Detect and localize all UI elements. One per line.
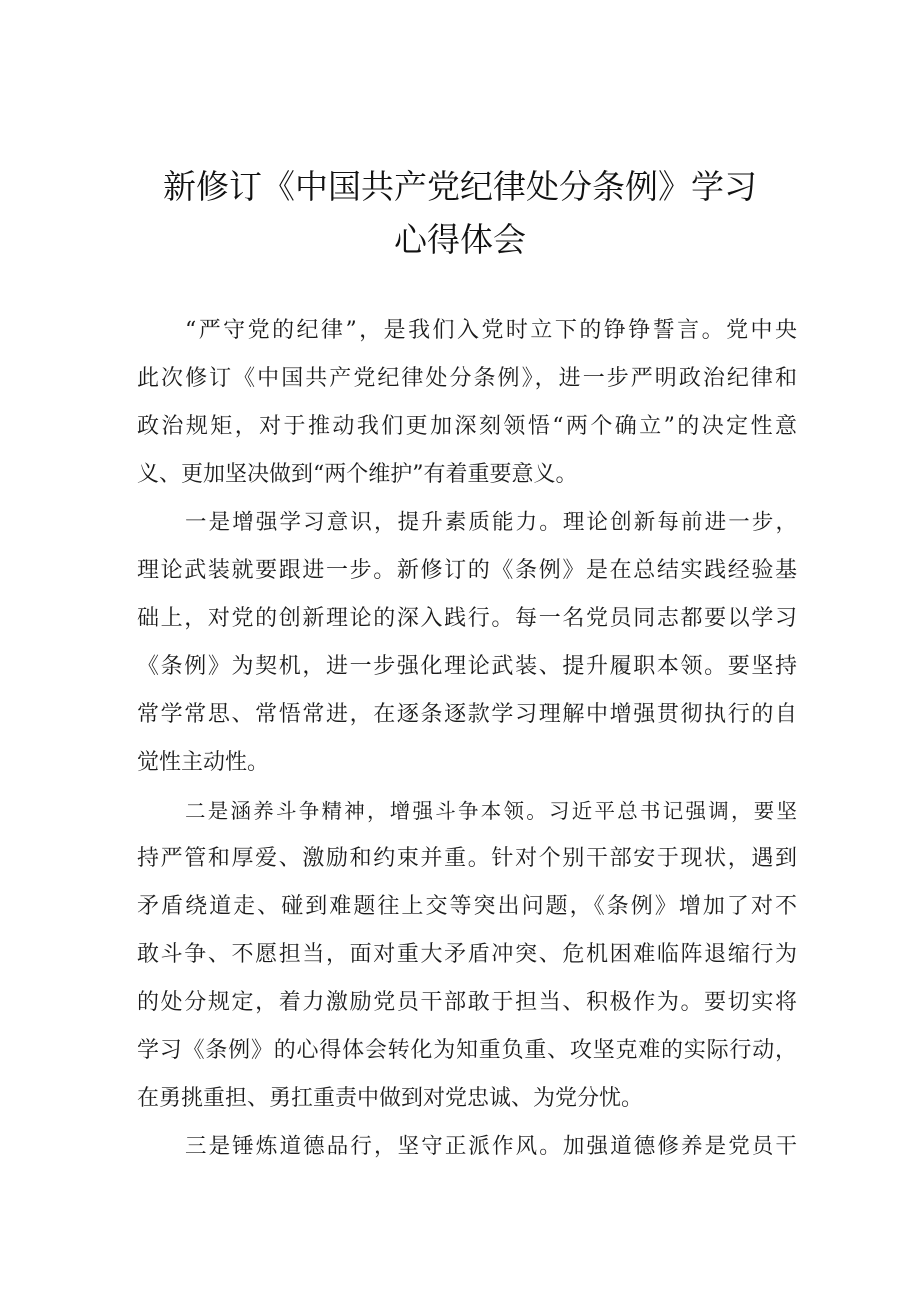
document-title-line-2: 心得体会 xyxy=(394,220,526,259)
paragraph-line: 理论武装就要跟进一步。新修订的《条例》是在总结实践经验基 xyxy=(137,558,797,583)
paragraph-line: “严守党的纪律”，是我们入党时立下的铮铮誓言。党中央 xyxy=(185,318,797,343)
paragraph-line: 矛盾绕道走、碰到难题往上交等突出问题，《条例》增加了对不 xyxy=(137,894,797,919)
paragraph-line: 《条例》为契机，进一步强化理论武装、提升履职本领。要坚持 xyxy=(137,654,797,679)
paragraph-line: 持严管和厚爱、激励和约束并重。针对个别干部安于现状，遇到 xyxy=(137,846,797,871)
paragraph-line: 觉性主动性。 xyxy=(137,750,270,775)
paragraph-line: 此次修订《中国共产党纪律处分条例》，进一步严明政治纪律和 xyxy=(137,366,797,391)
document-title-line-1: 新修订《中国共产党纪律处分条例》学习 xyxy=(163,167,757,206)
paragraph-line: 义、更加坚决做到“两个维护”有着重要意义。 xyxy=(137,462,578,487)
paragraph-line: 的处分规定，着力激励党员干部敢于担当、积极作为。要切实将 xyxy=(137,990,797,1015)
paragraph-line: 政治规矩，对于推动我们更加深刻领悟“两个确立”的决定性意 xyxy=(137,414,797,439)
paragraph-line: 一是增强学习意识，提升素质能力。理论创新每前进一步， xyxy=(185,510,797,535)
paragraph-line: 学习《条例》的心得体会转化为知重负重、攻坚克难的实际行动， xyxy=(137,1038,797,1063)
document-body xyxy=(137,307,797,1171)
paragraph-line: 在勇挑重担、勇扛重责中做到对党忠诚、为党分忧。 xyxy=(137,1086,644,1111)
paragraph-line: 敢斗争、不愿担当，面对重大矛盾冲突、危机困难临阵退缩行为 xyxy=(137,942,797,967)
paragraph-line: 常学常思、常悟常进，在逐条逐款学习理解中增强贯彻执行的自 xyxy=(137,702,797,727)
paragraph-line: 三是锤炼道德品行，坚守正派作风。加强道德修养是党员干 xyxy=(185,1134,797,1159)
paragraph-line: 础上，对党的创新理论的深入践行。每一名党员同志都要以学习 xyxy=(137,606,797,631)
paragraph-line: 二是涵养斗争精神，增强斗争本领。习近平总书记强调，要坚 xyxy=(185,799,797,823)
